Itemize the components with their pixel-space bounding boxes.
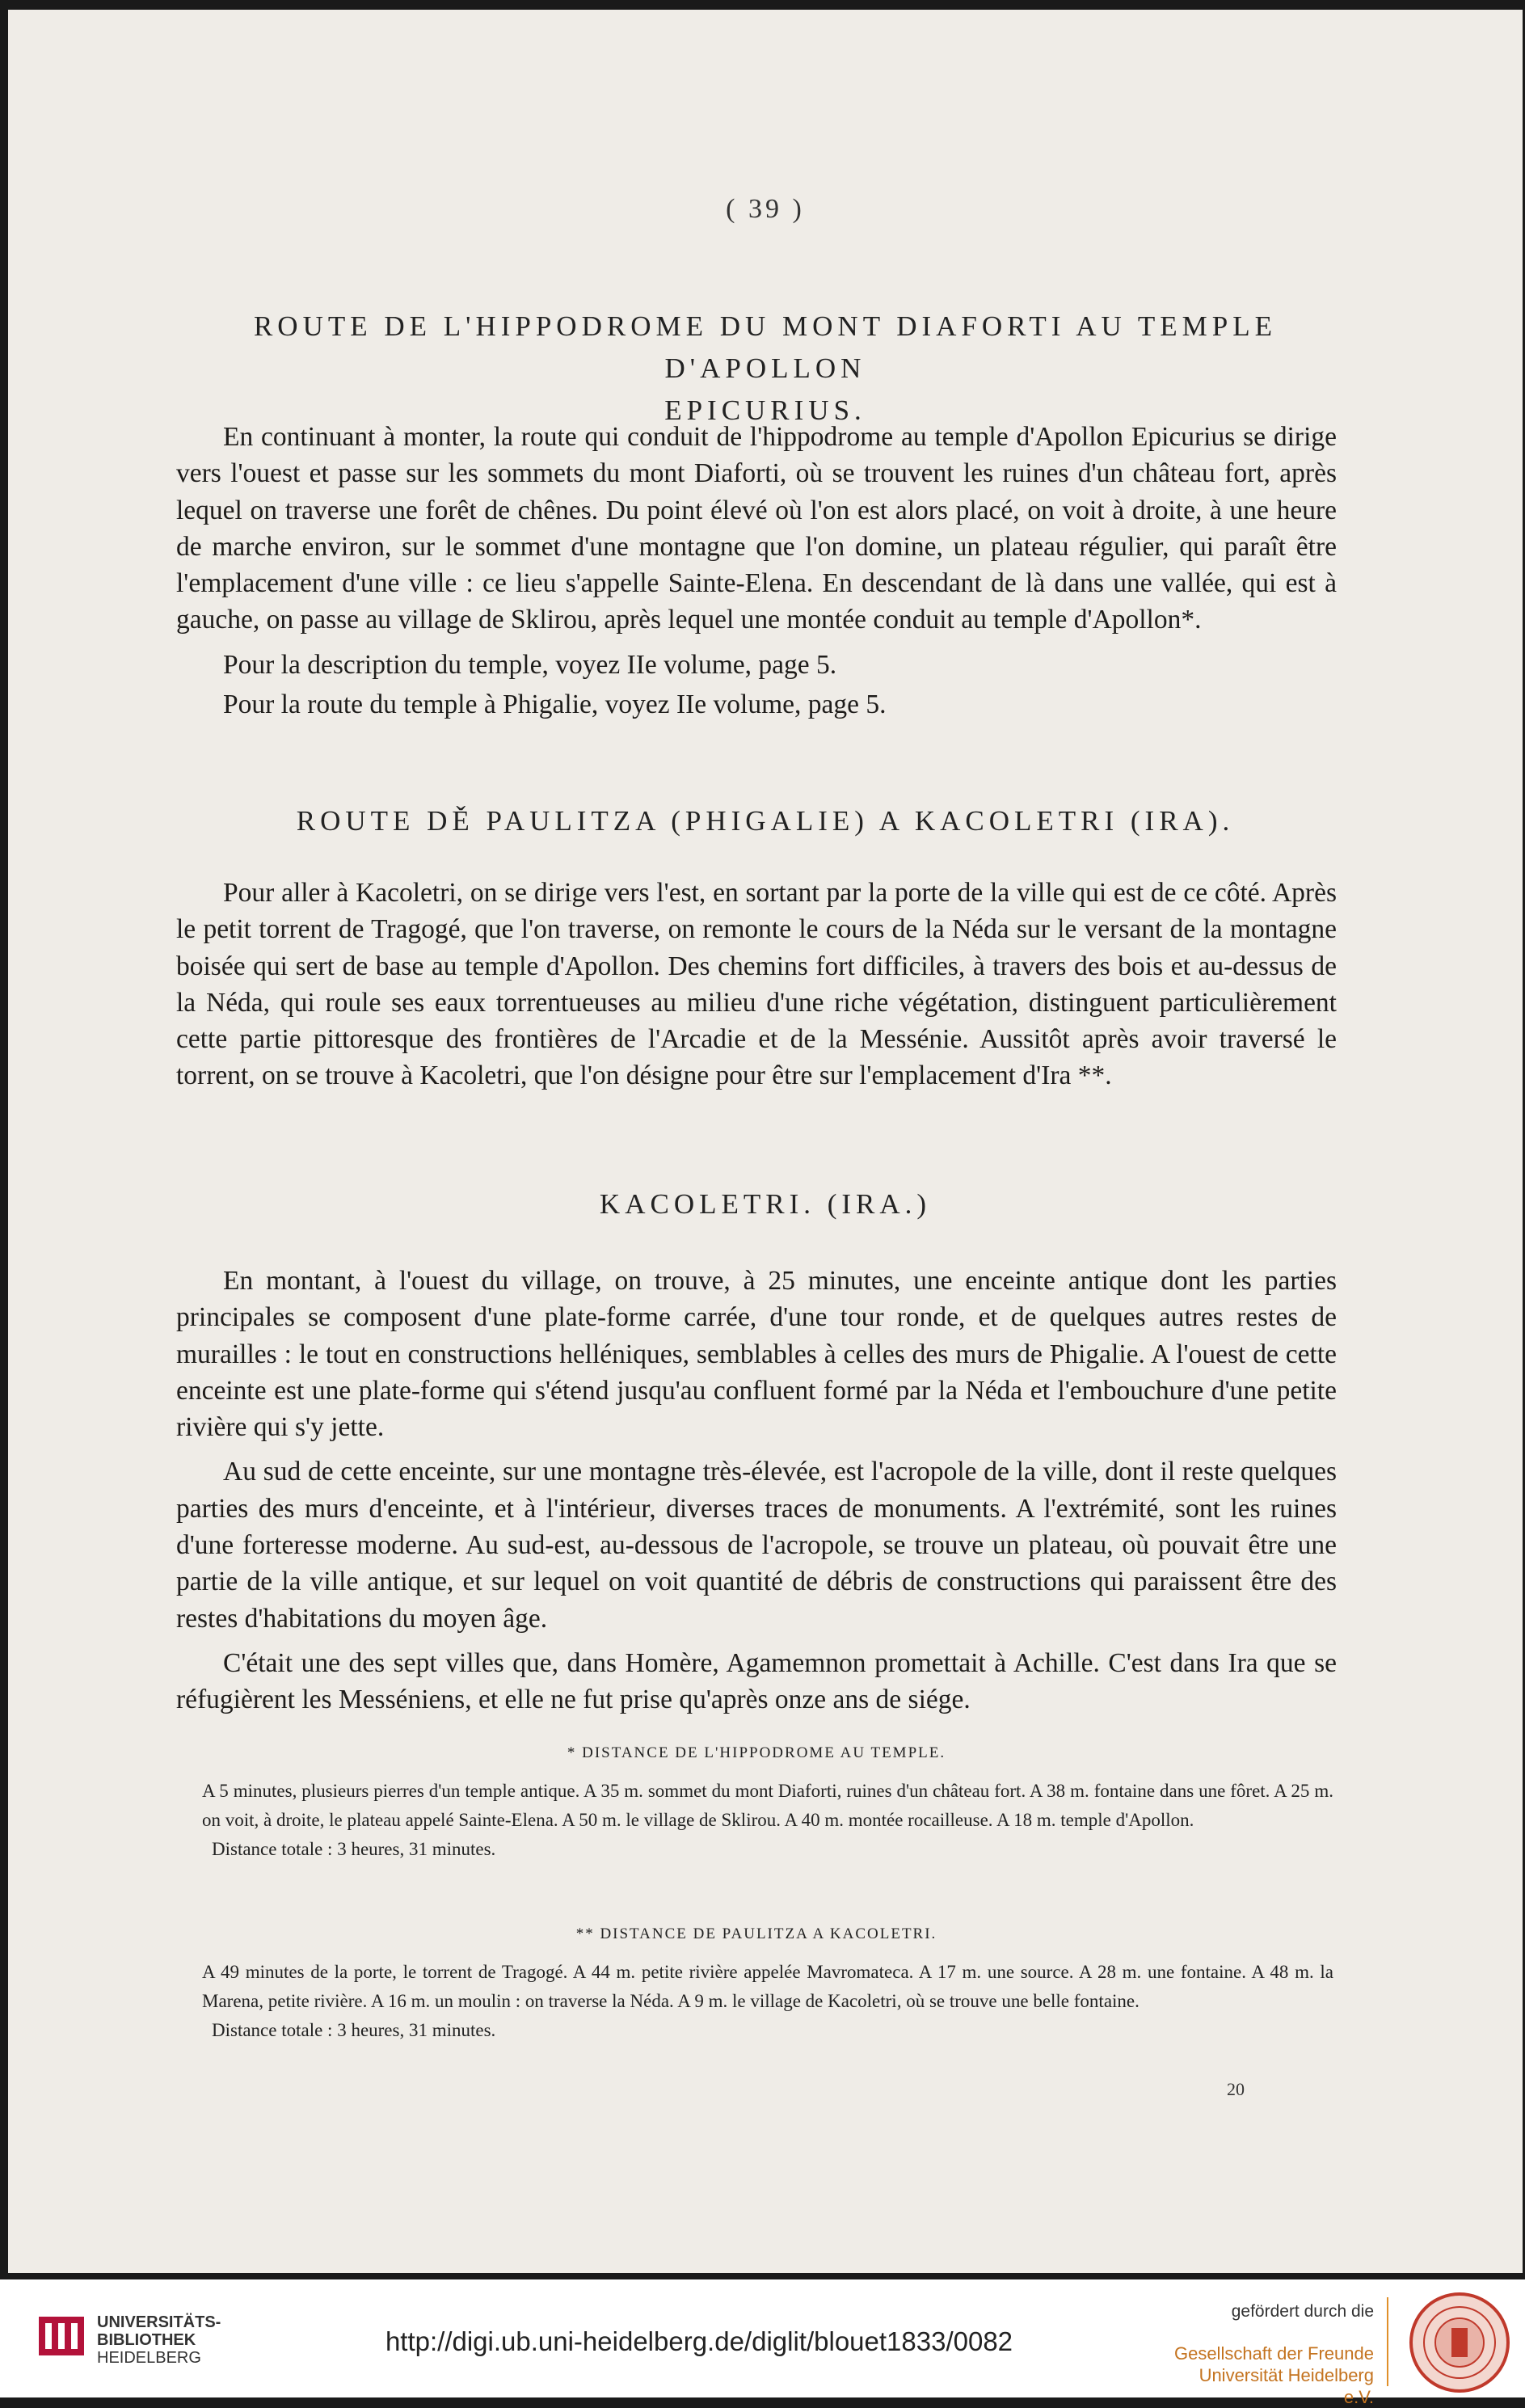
- footnote-heading-1: * DISTANCE DE L'HIPPODROME AU TEMPLE.: [567, 1744, 946, 1761]
- digitization-footer: [0, 2279, 1525, 2407]
- footnote-text: A 5 minutes, plusieurs pierres d'un temple antique. A 35 m. sommet du mont Diaforti, ruines d'un château fort. A 38 m. fontaine dans une fôret. A 25 m. on voit, à droite, le plateau appelé Sainte-Elena. A 50 m. le village de Sklirou. A 40 m. montée rocailleuse. A 18 m. temple d'Apollon.: [202, 1781, 1333, 1830]
- heading-line-2: EPICURIUS.: [664, 394, 866, 426]
- paragraph: Pour aller à Kacoletri, on se dirige vers l'est, en sortant par la porte de la ville qui est de ce côté. Après le petit torrent de Tragogé, que l'on traverse, on remonte le cours de la Néda sur le versant de la montagne boisée qui sert de base au temple d'Apollon. Des chemins fort difficiles, à travers des bois et au-dessus de la Néda, qui roule ses eaux torrentueuses au milieu d'une riche végétation, distinguent particulièrement cette partie pittoresque des frontières de l'Arcadie et de la Messénie. Aussitôt après avoir traversé le torrent, on se trouve à Kacoletri, que l'on désigne pour être sur l'emplacement d'Ira **.: [176, 878, 1337, 1091]
- page-number: ( 39 ): [726, 194, 805, 224]
- footnote-body-2: [202, 1958, 1333, 2045]
- footnote-total: Distance totale : 3 heures, 31 minutes.: [212, 2020, 496, 2040]
- section-heading-kacoletri: KACOLETRI. (IRA.): [599, 1188, 932, 1220]
- footnote-body-1: [202, 1777, 1333, 1864]
- section-body-kacoletri: [176, 1263, 1337, 1727]
- paragraph: En continuant à monter, la route qui conduit de l'hippodrome au temple d'Apollon Epicurius se dirige vers l'ouest et passe sur les sommets du mont Diaforti, où se trouvent les ruines d'un château fort, après lequel on traverse une forêt de chênes. Du point élevé où l'on est alors placé, on voit à droite, à une heure de marche environ, sur le sommet d'une montagne que l'on domine, un plateau régulier, qui paraît être l'emplacement d'une ville : ce lieu s'appelle Sainte-Elena. En descendant de là dans une vallée, qui est à gauche, on passe au village de Sklirou, après lequel une montée conduit au temple d'Apollon*.: [176, 422, 1337, 635]
- paragraph: C'était une des sept villes que, dans Homère, Agamemnon promettait à Achille. C'est dans Ira que se réfugièrent les Messéniens, et elle ne fut prise qu'après onze ans de siége.: [176, 1647, 1337, 1715]
- funded-by-label: gefördert durch die: [1231, 2302, 1374, 2321]
- section-body-hippodrome: [176, 419, 1337, 726]
- paragraph: Pour la route du temple à Phigalie, voyez IIe volume, page 5.: [223, 690, 887, 720]
- heading-line-1: ROUTE DE L'HIPPODROME DU MONT DIAFORTI AU TEMPLE D'APOLLON: [253, 310, 1278, 384]
- sponsor-name-line: Gesellschaft der Freunde: [1173, 2343, 1374, 2364]
- library-logo-icon: [36, 2310, 87, 2362]
- section-body-paulitza: [176, 875, 1337, 1103]
- paragraph: Au sud de cette enceinte, sur une montagne très-élevée, est l'acropole de la ville, dont il reste quelques parties des murs d'enceinte, et à l'intérieur, diverses traces de monuments. A l'extrémité, sont les ruines d'une forteresse moderne. Au sud-est, au-dessous de l'acropole, se trouve un plateau, où pouvait être une partie de la ville antique, et sur lequel on voit quantité de débris de constructions qui paraissent être des restes d'habitations du moyen âge.: [176, 1457, 1337, 1634]
- footnote-text: A 49 minutes de la porte, le torrent de Tragogé. A 44 m. petite rivière appelée Mavromateca. A 17 m. une source. A 28 m. une fontaine. A 48 m. la Marena, petite rivière. A 16 m. un moulin : on traverse la Néda. A 9 m. le village de Kacoletri, où se trouve une belle fontaine.: [202, 1962, 1333, 2011]
- paragraph: En montant, à l'ouest du village, on trouve, à 25 minutes, une enceinte antique dont les parties principales se composent d'une plate-forme carrée, d'une tour ronde, et de quelques autres restes de murailles : le tout en constructions helléniques, semblables à celles des murs de Phigalie. A l'ouest de cette enceinte est une plate-forme qui s'étend jusqu'au confluent formé par la Néda et l'embouchure d'une petite rivière qui s'y jette.: [176, 1266, 1337, 1443]
- university-seal-icon: [1408, 2291, 1511, 2394]
- library-name-line: UNIVERSITÄTS-: [97, 2313, 221, 2331]
- sponsor-name-line: Universität Heidelberg e.V.: [1199, 2365, 1374, 2407]
- sheet-number: 20: [1227, 2079, 1245, 2099]
- scanned-page: [8, 10, 1523, 2273]
- section-heading-hippodrome: [154, 306, 1377, 432]
- permalink-url[interactable]: http://digi.ub.uni-heidelberg.de/diglit/blouet1833/0082: [385, 2326, 1013, 2356]
- library-name-line: HEIDELBERG: [97, 2349, 201, 2367]
- section-heading-paulitza: ROUTE DĚ PAULITZA (PHIGALIE) A KACOLETRI (IRA).: [296, 805, 1235, 837]
- library-name: [97, 2313, 221, 2367]
- sponsor-name: [1172, 2343, 1374, 2408]
- paragraph: Pour la description du temple, voyez IIe volume, page 5.: [223, 649, 837, 680]
- library-name-line: BIBLIOTHEK: [97, 2331, 196, 2349]
- footnote-heading-2: ** DISTANCE DE PAULITZA A KACOLETRI.: [575, 1925, 937, 1942]
- divider: [1387, 2297, 1388, 2386]
- footnote-total: Distance totale : 3 heures, 31 minutes.: [212, 1839, 496, 1859]
